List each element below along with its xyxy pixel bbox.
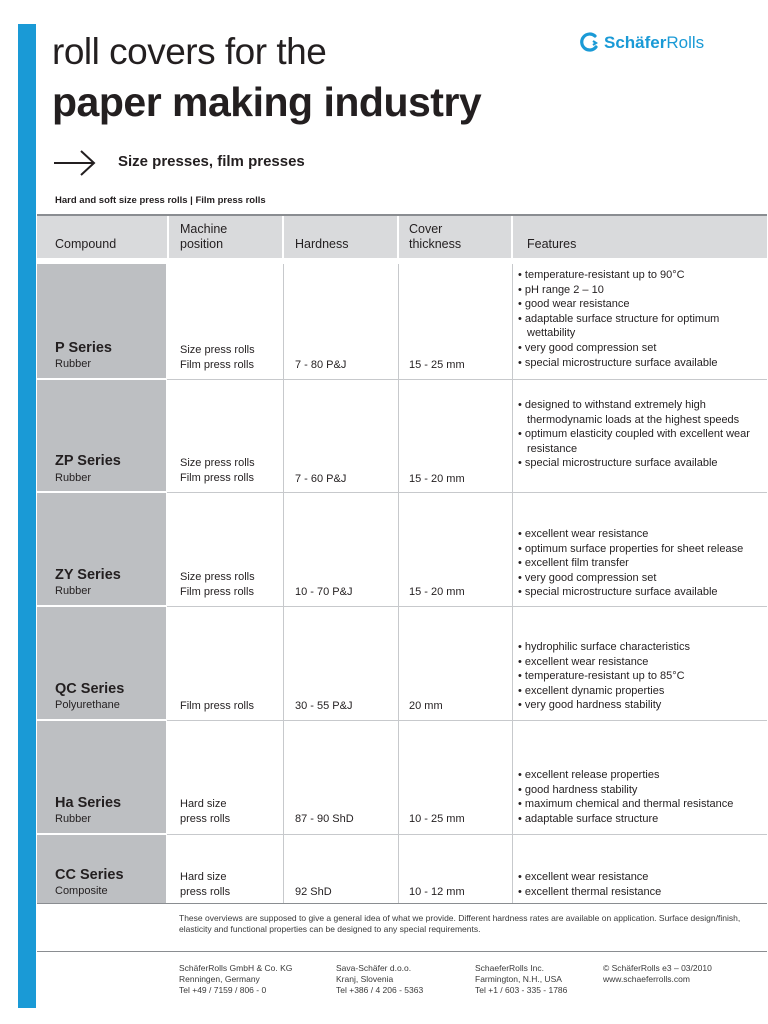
row-material: Rubber — [55, 813, 92, 825]
logo-wordmark: SchäferRolls — [604, 33, 705, 52]
arrow-right-icon — [52, 148, 98, 178]
row-cover-thickness: 10 - 12 mm — [409, 886, 465, 898]
company-logo — [580, 30, 704, 56]
row-features-list — [518, 768, 763, 826]
grid-line — [283, 264, 284, 904]
row-hardness: 92 ShD — [295, 886, 332, 898]
row-divider — [37, 605, 167, 607]
row-machine-position: Film press rolls — [180, 700, 254, 712]
feature-item: • optimum surface properties for sheet release — [518, 542, 763, 557]
row-divider — [37, 378, 167, 380]
feature-item: • excellent thermal resistance — [518, 885, 763, 900]
feature-item: • adaptable surface structure — [518, 812, 763, 827]
row-series-name: ZY Series — [55, 567, 121, 583]
row-machine-position: Size press rolls Film press rolls — [180, 457, 255, 484]
page-title-line2: paper making industry — [52, 79, 482, 125]
row-divider — [37, 491, 167, 493]
footer-rule — [37, 951, 767, 952]
footer-copyright: © SchäferRolls e3 – 03/2010 www.schaeferrolls.com — [603, 963, 712, 985]
row-machine-position: Hard size press rolls — [180, 871, 231, 898]
feature-item: • adaptable surface structure for optimum wettability — [518, 312, 763, 341]
feature-item: • very good compression set — [518, 341, 763, 356]
grid-line — [512, 264, 513, 904]
row-hardness: 87 - 90 ShD — [295, 813, 354, 825]
header-compound: Compound — [55, 237, 117, 251]
row-material: Rubber — [55, 358, 92, 370]
website-link[interactable]: www.schaeferrolls.com — [603, 974, 690, 985]
table-header — [37, 214, 767, 258]
feature-item: • good wear resistance — [518, 297, 763, 312]
row-divider — [167, 492, 767, 493]
row-features-list — [518, 870, 763, 899]
feature-item: • special microstructure surface available — [518, 585, 763, 600]
grid-line — [166, 264, 168, 904]
header-divider — [397, 216, 399, 258]
header-machine-position: Machine position — [180, 222, 228, 251]
row-hardness: 10 - 70 P&J — [295, 586, 353, 598]
row-cover-thickness: 20 mm — [409, 700, 443, 712]
feature-item: • excellent wear resistance — [518, 655, 763, 670]
row-divider — [37, 719, 167, 721]
accent-bar — [18, 24, 36, 1008]
row-machine-position: Size press rolls Film press rolls — [180, 571, 255, 598]
row-series-name: Ha Series — [55, 795, 122, 811]
table-caption: Hard and soft size press rolls | Film press rolls — [55, 195, 266, 206]
logo-mark-icon — [580, 32, 600, 54]
footer-address-germany: SchäferRolls GmbH & Co. KG Renningen, Germany Tel +49 / 7159 / 806 - 0 — [179, 963, 293, 996]
feature-item: • good hardness stability — [518, 783, 763, 798]
table-bottom-rule — [37, 903, 767, 904]
feature-item: • excellent wear resistance — [518, 870, 763, 885]
feature-item: • excellent release properties — [518, 768, 763, 783]
row-divider — [37, 833, 167, 835]
row-series-name: QC Series — [55, 681, 125, 697]
footer-address-slovenia: Sava-Schäfer d.o.o. Kranj, Slovenia Tel +386 / 4 206 - 5363 — [336, 963, 424, 996]
feature-item: • excellent film transfer — [518, 556, 763, 571]
row-material: Composite — [55, 885, 108, 897]
row-hardness: 30 - 55 P&J — [295, 700, 353, 712]
footnote: These overviews are supposed to give a general idea of what we provide. Different hardness rates are available on application. Surface design/finish, elasticity and functional properties can be designed to any special requirements. — [179, 913, 741, 934]
row-material: Polyurethane — [55, 699, 120, 711]
row-cover-thickness: 10 - 25 mm — [409, 813, 465, 825]
header-divider — [167, 216, 169, 258]
feature-item: • temperature-resistant up to 85°C — [518, 669, 763, 684]
row-features-list — [518, 640, 763, 713]
feature-item: • designed to withstand extremely high thermodynamic loads at the highest speeds — [518, 398, 763, 427]
feature-item: • very good hardness stability — [518, 698, 763, 713]
grid-line — [398, 264, 399, 904]
row-features-list — [518, 527, 763, 600]
feature-item: • special microstructure surface available — [518, 456, 763, 471]
row-divider — [167, 379, 767, 380]
header-divider — [511, 216, 513, 258]
feature-item: • pH range 2 – 10 — [518, 283, 763, 298]
row-series-name: ZP Series — [55, 453, 121, 469]
footer-address-usa: SchaeferRolls Inc. Farmington, N.H., USA Tel +1 / 603 - 335 - 1786 — [475, 963, 568, 996]
header-hardness: Hardness — [295, 237, 349, 251]
row-material: Rubber — [55, 585, 92, 597]
row-hardness: 7 - 80 P&J — [295, 359, 347, 371]
feature-item: • special microstructure surface available — [518, 356, 763, 371]
header-cover-thickness: Cover thickness — [409, 222, 462, 251]
row-divider — [167, 606, 767, 607]
feature-item: • maximum chemical and thermal resistance — [518, 797, 763, 812]
row-series-name: P Series — [55, 340, 112, 356]
row-cover-thickness: 15 - 25 mm — [409, 359, 465, 371]
row-features-list — [518, 398, 763, 471]
row-features-list — [518, 268, 763, 370]
feature-item: • excellent wear resistance — [518, 527, 763, 542]
header-divider — [282, 216, 284, 258]
row-hardness: 7 - 60 P&J — [295, 473, 347, 485]
row-machine-position: Hard size press rolls — [180, 798, 231, 825]
row-machine-position: Size press rolls Film press rolls — [180, 344, 255, 371]
feature-item: • hydrophilic surface characteristics — [518, 640, 763, 655]
row-divider — [167, 834, 767, 835]
row-cover-thickness: 15 - 20 mm — [409, 473, 465, 485]
feature-item: • excellent dynamic properties — [518, 684, 763, 699]
row-material: Rubber — [55, 472, 92, 484]
feature-item: • optimum elasticity coupled with excellent wear resistance — [518, 427, 763, 456]
row-divider — [167, 720, 767, 721]
feature-item: • very good compression set — [518, 571, 763, 586]
page-title-line1: roll covers for the — [52, 31, 327, 72]
row-cover-thickness: 15 - 20 mm — [409, 586, 465, 598]
feature-item: • temperature-resistant up to 90°C — [518, 268, 763, 283]
section-subtitle: Size presses, film presses — [118, 153, 305, 170]
header-features: Features — [527, 237, 577, 251]
row-series-name: CC Series — [55, 867, 124, 883]
